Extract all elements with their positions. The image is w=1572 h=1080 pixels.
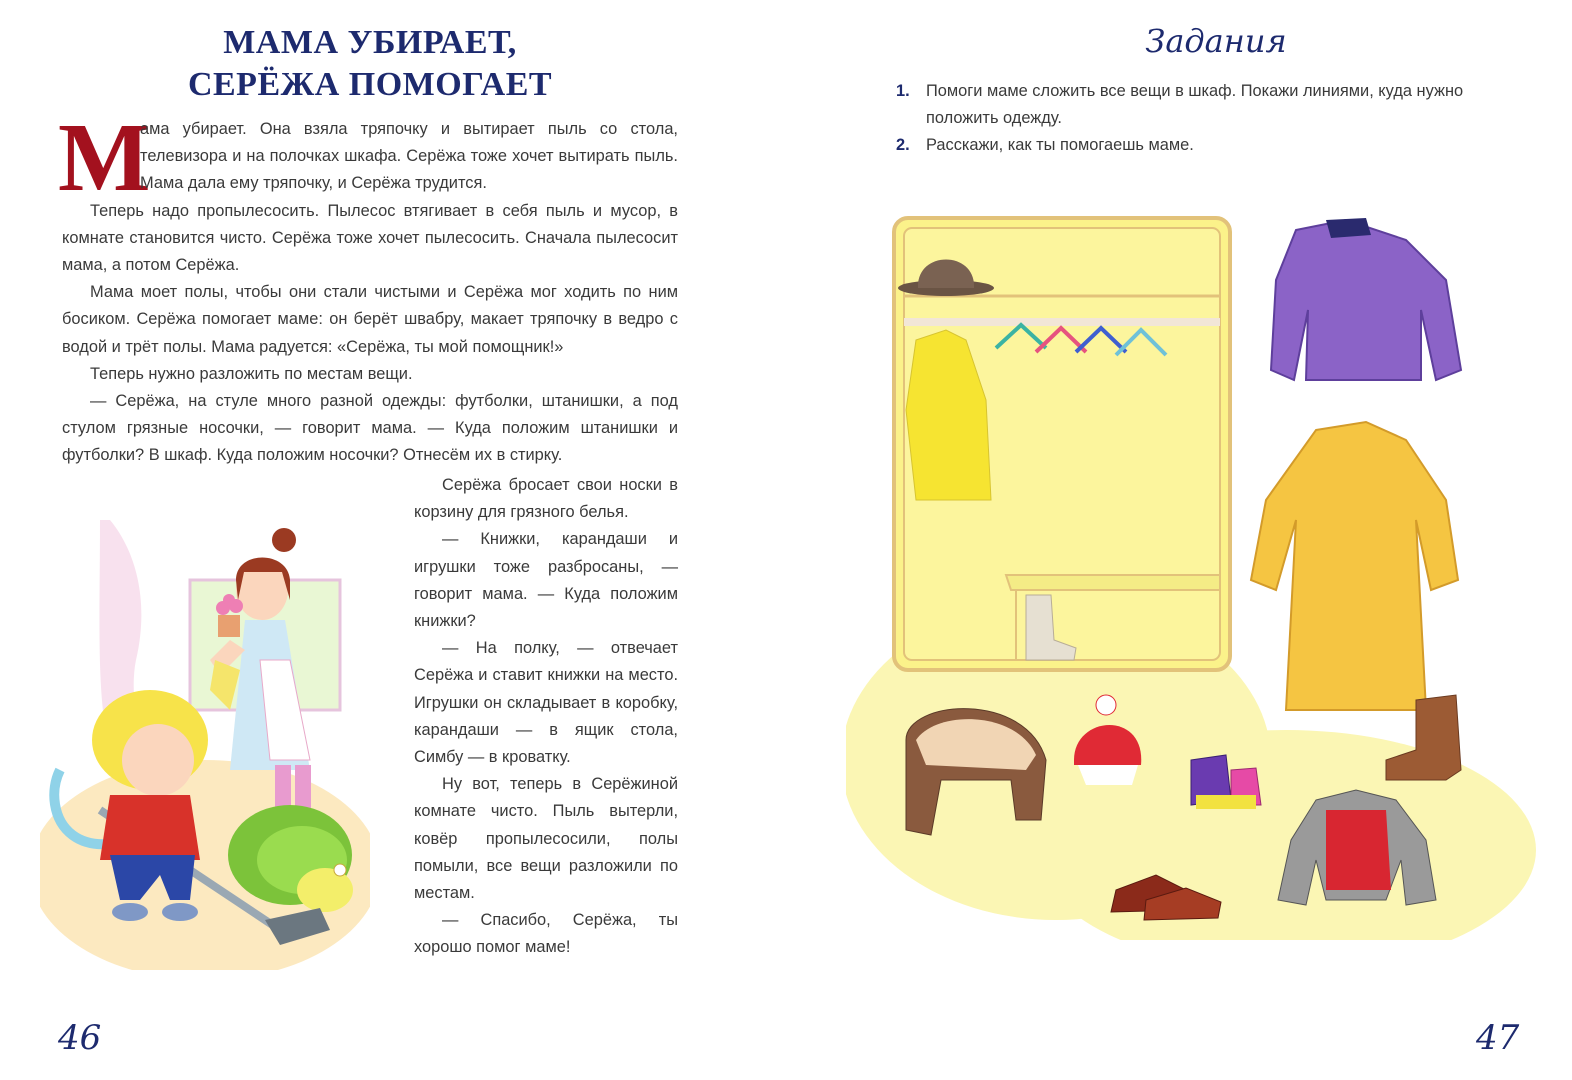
cleaning-illustration [40,510,370,970]
task-number: 2. [896,136,910,154]
story-text-top [62,116,678,470]
tasks-title: Задания [1145,22,1287,60]
task-text: Расскажи, как ты помогаешь маме. [926,136,1194,154]
paragraph: — Книжки, карандаши и игрушки тоже разбросаны, — говорит мама. — Куда положим книжки? [414,530,678,631]
paragraph: Серёжа бросает свои носки в корзину для грязного белья. [414,476,678,522]
wardrobe-illustration [846,200,1546,940]
paragraph: ама убирает. Она взяла тряпочку и вытирает пыль со стола, телевизора и на полочках шкафа. Серёжа тоже хочет вытирать пыль. Мама дала ему тряпочку, и Серёжа трудится. [140,120,678,193]
drop-cap: М [58,104,151,212]
paragraph: Ну вот, теперь в Серёжиной комнате чисто. Пыль вытерли, ковёр пропылесосили, полы помыли, все вещи разложили по местам. [414,775,678,903]
page-number-right: 47 [1476,1018,1520,1058]
paragraph: Теперь надо пропылесосить. Пылесос втягивает в себя пыль и мусор, в комнате становится чисто. Серёжа тоже хочет пылесосить. Сначала пылесосит мама, а потом Серёжа. [62,201,678,275]
story-title [160,22,580,106]
paragraph: — На полку, — отвечает Серёжа и ставит книжки на место. Игрушки он складывает в коробку, карандаши — в ящик стола, Симбу — в кроватку. [414,639,678,767]
task-item [896,132,1506,159]
right-page [786,0,1572,1080]
page-number-left: 46 [58,1018,102,1058]
task-text: Помоги маме сложить все вещи в шкаф. Покажи линиями, куда нужно положить одежду. [926,82,1464,127]
paragraph: — Серёжа, на стуле много разной одежды: футболки, штанишки, а под стулом грязные носочки, — говорит мама. — Куда положим штанишки и футболки? В шкаф. Куда положим носочки? Отнесём их в стирку. [62,392,678,465]
paragraph: Мама моет полы, чтобы они стали чистыми и Серёжа мог ходить по ним босиком. Серёжа помогает маме: он берёт швабру, макает тряпочку в ведро с водой и трёт полы. Мама радуется: «Серёжа, ты мой помощник!» [62,283,678,356]
task-item [896,78,1506,132]
task-number: 1. [896,82,910,100]
paragraph: — Спасибо, Серёжа, ты хорошо помог маме! [414,911,678,957]
title-line-1: МАМА УБИРАЕТ, [223,24,517,61]
orange-coat [1251,422,1458,710]
story-text-column [414,472,678,962]
purple-jacket [1271,218,1461,380]
title-line-2: СЕРЁЖА ПОМОГАЕТ [187,66,553,103]
tasks-list [896,78,1506,159]
paragraph: Теперь нужно разложить по местам вещи. [90,364,413,383]
